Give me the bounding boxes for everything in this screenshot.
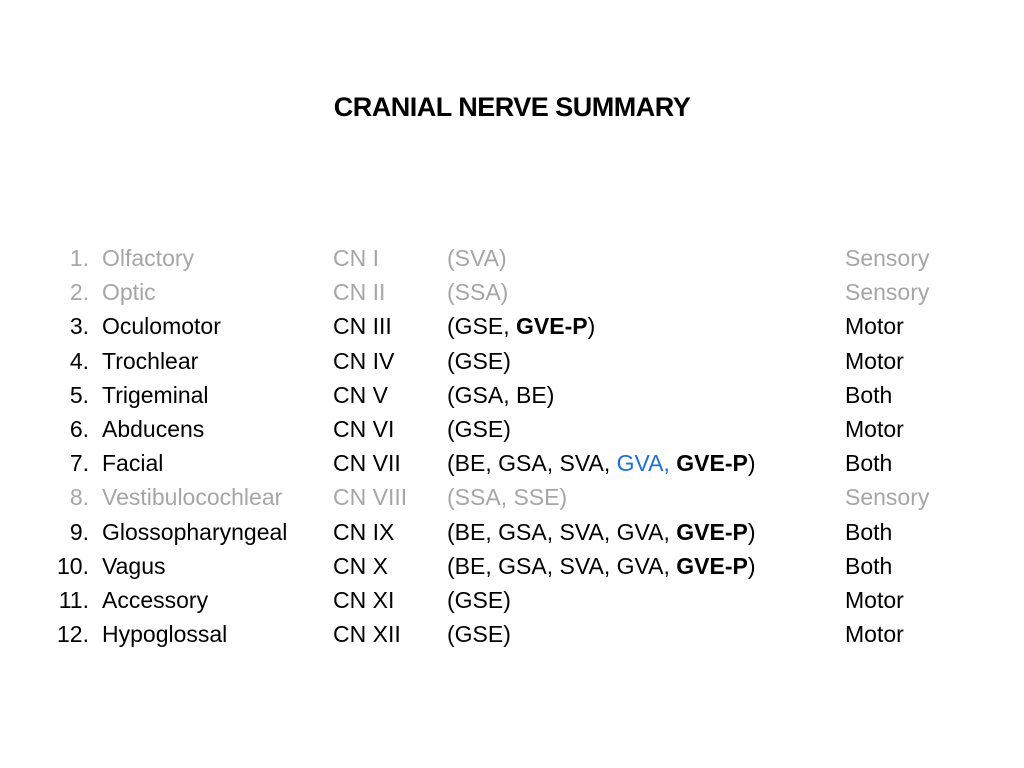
- fiber-types: (GSA, BE): [447, 381, 555, 408]
- nerve-number: CN VI: [333, 415, 395, 442]
- nerve-function: Both: [845, 381, 893, 408]
- nerve-function: Both: [845, 450, 893, 477]
- nerve-function: Motor: [845, 415, 904, 442]
- list-item: [0, 446, 1024, 480]
- list-item: [0, 344, 1024, 378]
- fiber-types: (BE, GSA, SVA, GVA, GVE-P): [447, 518, 756, 545]
- fiber-type-emphasis: GVE-P: [676, 552, 748, 579]
- nerve-number: CN III: [333, 313, 392, 340]
- nerve-number: CN I: [333, 245, 379, 271]
- item-number: 7.: [69, 450, 89, 477]
- item-number: 4.: [69, 347, 89, 374]
- nerve-name: Hypoglossal: [102, 621, 228, 648]
- list-item: [0, 549, 1024, 583]
- nerve-number: CN XI: [333, 586, 395, 613]
- fiber-types: (GSE): [447, 586, 511, 613]
- fiber-types: (SVA): [447, 245, 507, 271]
- fiber-types: (BE, GSA, SVA, GVA, GVE-P): [447, 552, 756, 579]
- list-item: [0, 617, 1024, 651]
- nerve-name: Vagus: [102, 552, 166, 579]
- item-number: 12.: [57, 621, 89, 648]
- item-number: 3.: [69, 313, 89, 340]
- nerve-number: CN IV: [333, 347, 395, 374]
- nerve-name: Vestibulocochlear: [102, 484, 283, 511]
- fiber-type-emphasis: GVE-P: [516, 313, 588, 340]
- item-number: 9.: [69, 518, 89, 545]
- item-number: 10.: [57, 552, 89, 579]
- nerve-function: Both: [845, 518, 893, 545]
- nerve-number: CN XII: [333, 621, 401, 648]
- nerve-name: Accessory: [102, 586, 209, 613]
- nerve-number: CN VIII: [333, 484, 408, 511]
- fiber-types: (GSE): [447, 621, 511, 648]
- list-item: [0, 515, 1024, 549]
- nerve-name: Olfactory: [102, 245, 195, 271]
- nerve-function: Sensory: [845, 279, 930, 306]
- fiber-types: (BE, GSA, SVA, GVA, GVE-P): [447, 450, 756, 477]
- list-item: [0, 309, 1024, 343]
- fiber-types: (GSE, GVE-P): [447, 313, 596, 340]
- fiber-type-emphasis: GVE-P: [676, 450, 748, 477]
- nerve-name: Abducens: [102, 415, 205, 442]
- nerve-function: Motor: [845, 313, 904, 340]
- nerve-name: Optic: [102, 279, 156, 306]
- nerve-function: Motor: [845, 586, 904, 613]
- nerve-function: Sensory: [845, 484, 930, 511]
- item-number: 2.: [69, 279, 89, 306]
- nerve-name: Trochlear: [102, 347, 199, 374]
- list-item: [0, 480, 1024, 514]
- nerve-name: Oculomotor: [102, 313, 221, 340]
- list-item: [0, 241, 1024, 275]
- item-number: 5.: [69, 381, 89, 408]
- item-number: 11.: [58, 586, 89, 613]
- nerve-function: Both: [845, 552, 893, 579]
- nerve-number: CN IX: [333, 518, 395, 545]
- fiber-types: (SSA, SSE): [447, 484, 568, 511]
- list-item: [0, 583, 1024, 617]
- item-number: 1.: [69, 245, 89, 271]
- nerve-function: Motor: [845, 621, 904, 648]
- list-item: [0, 275, 1024, 309]
- nerve-name: Glossopharyngeal: [102, 518, 288, 545]
- page-title: CRANIAL NERVE SUMMARY: [333, 92, 691, 122]
- nerve-number: CN VII: [333, 450, 401, 477]
- nerve-name: Facial: [102, 450, 164, 477]
- fiber-type-emphasis: GVE-P: [676, 518, 748, 545]
- list-item: [0, 378, 1024, 412]
- cranial-nerve-list: [0, 241, 1024, 651]
- item-number: 6.: [69, 415, 89, 442]
- nerve-number: CN II: [333, 279, 386, 306]
- item-number: 8.: [69, 484, 89, 511]
- fiber-types: (GSE): [447, 347, 511, 374]
- nerve-number: CN X: [333, 552, 388, 579]
- fiber-types: (GSE): [447, 415, 511, 442]
- list-item: [0, 412, 1024, 446]
- fiber-types: (SSA): [447, 279, 509, 306]
- nerve-number: CN V: [333, 381, 388, 408]
- nerve-function: Sensory: [845, 245, 930, 271]
- nerve-name: Trigeminal: [102, 381, 209, 408]
- fiber-type-highlight: GVA,: [616, 450, 677, 477]
- nerve-function: Motor: [845, 347, 904, 374]
